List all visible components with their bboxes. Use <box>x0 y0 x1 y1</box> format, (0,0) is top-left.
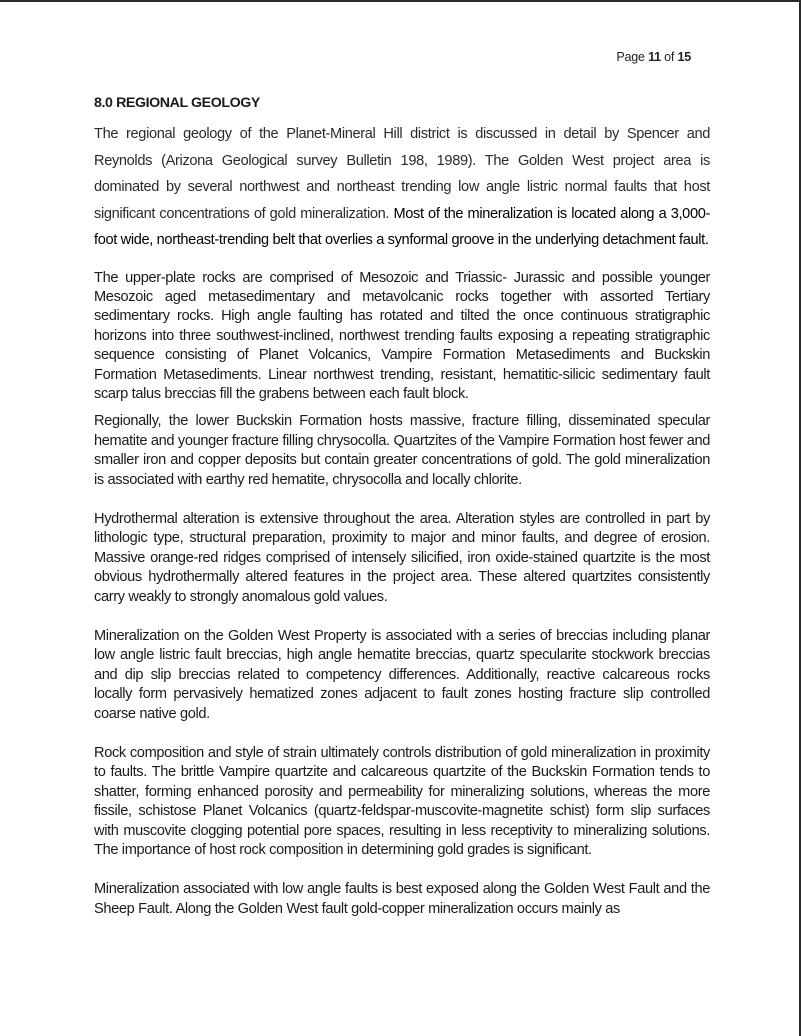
paragraph-breccias: Mineralization on the Golden West Property is associated with a series of breccias including planar low angle listric fault breccias, high angle hematite breccias, quartz specularite stockwork breccias and dip slip breccias related to competency differences. Additionally, reactive calcareous rocks locally form pervasively hematized zones adjacent to fault zones hosting fracture slip controlled coarse native gold. <box>94 628 710 722</box>
section-content <box>94 95 710 919</box>
paragraph-text: The regional geology of the Planet-Mineral Hill district is discussed in detail by Spencer and Reynolds (Arizona Geological survey Bulletin 198, 1989). The Golden West project area is dominated by several northwest and northeast trending low angle listric normal faults that host significant concentrations of gold mineralization. <box>94 126 710 222</box>
paragraph-text-emphasis: Most of the mineralization is located along a 3,000-foot wide, northeast-trending belt that overlies a synformal groove in the underlying detachment fault. <box>94 205 710 248</box>
section-heading: 8.0 REGIONAL GEOLOGY <box>94 95 260 111</box>
paragraph-hydrothermal-alteration: Hydrothermal alteration is extensive throughout the area. Alteration styles are controlled in part by lithologic type, structural preparation, proximity to major and minor faults, and degree of erosion. Massive orange-red ridges comprised of intensely silicified, iron oxide-stained quartzite is the most obvious hydrothermally altered features in the project area. These altered quartzites consistently carry weakly to strongly anomalous gold values. <box>94 510 710 605</box>
paragraph-low-angle-faults: Mineralization associated with low angle faults is best exposed along the Golden West Fault and the Sheep Fault. Along the Golden West fault gold-copper mineralization occurs mainly as <box>94 881 710 917</box>
page-number <box>616 50 691 64</box>
paragraph-buckskin-formation: Regionally, the lower Buckskin Formation hosts massive, fracture filling, disseminated specular hematite and younger fracture filling chrysocolla. Quartzites of the Vampire Formation host fewer and smaller iron and copper deposits but contain greater concentrations of gold. The gold mineralization is associated with earthy red hematite, chrysocolla and locally chlorite. <box>94 413 710 488</box>
page-label: Page <box>616 50 645 64</box>
paragraph-upper-plate-rocks: The upper-plate rocks are comprised of Mesozoic and Triassic- Jurassic and possible younger Mesozoic aged metasedimentary and metavolcanic rocks together with assorted Tertiary sedimentary rocks. High angle faulting has rotated and tilted the once continuous stratigraphic horizons into three southwest-inclined, northwest trending faults exposing a repeating stratigraphic sequence consisting of Planet Volcanics, Vampire Formation Metasediments and Buckskin Formation Metasediments. Linear northwest trending, resistant, hematitic-silicic sedimentary fault scarp talus breccias fill the grabens between each fault block. <box>94 269 710 402</box>
page-of-label: of <box>664 50 675 64</box>
paragraph-rock-composition: Rock composition and style of strain ultimately controls distribution of gold mineralization in proximity to faults. The brittle Vampire quartzite and calcareous quartzite of the Buckskin Formation tends to shatter, forming enhanced porosity and permeability for mineralizing solutions, whereas the more fissile, schistose Planet Volcanics (quartz-feldspar-muscovite-magnetite schist) form slip surfaces with muscovite clogging potential pore spaces, resulting in less receptivity to mineralizing solutions. The importance of host rock composition in determining gold grades is significant. <box>94 745 710 859</box>
paragraph-regional-geology-intro <box>94 121 710 254</box>
current-page: 11 <box>648 50 661 64</box>
total-pages: 15 <box>677 50 691 64</box>
